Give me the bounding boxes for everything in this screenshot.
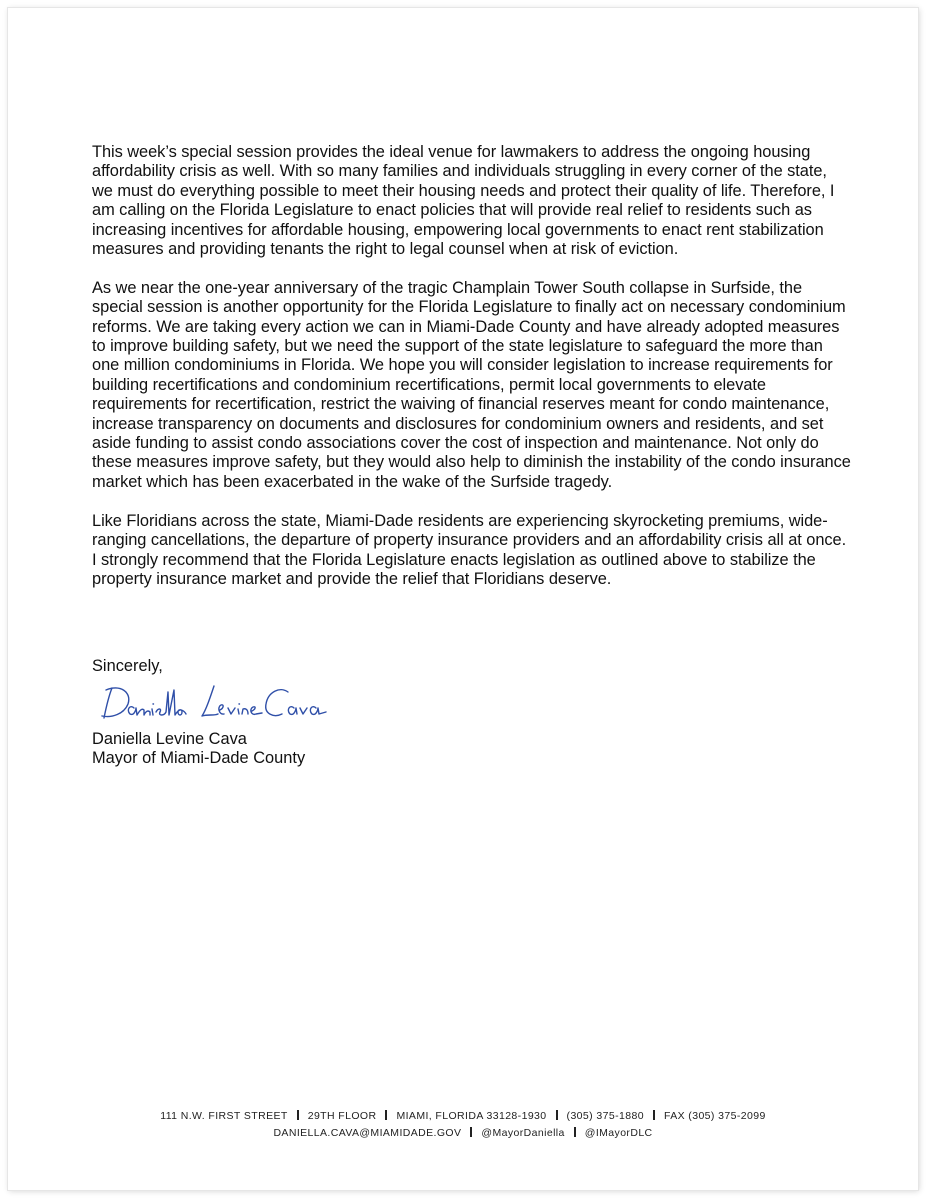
signer-title: Mayor of Miami-Dade County bbox=[92, 749, 306, 768]
paragraph-property-insurance: Like Floridians across the state, Miami-Dade residents are experiencing skyrocketing premiums, wide-ranging cancellations, the departure of property insurance providers and an affordability crisis all at once. I strongly recommend that the Florida Legislature enacts legislation as outlined above to stabilize the property insurance market and provide the relief that Floridians deserve. bbox=[92, 511, 847, 588]
footer-twitter-personal: @MayorDaniella bbox=[481, 1127, 565, 1139]
footer-city: MIAMI, FLORIDA 33128-1930 bbox=[396, 1110, 547, 1122]
signature-block bbox=[92, 730, 305, 769]
footer-contact-line bbox=[8, 1110, 918, 1122]
paragraph-condominium-reforms: As we near the one-year anniversary of the tragic Champlain Tower South collapse in Surfside, the special session is another opportunity for the Florida Legislature to finally act on necessary condominium reforms. We are taking every action we can in Miami-Dade County and have already adopted measures to improve building safety, but we need the support of the state legislature to safeguard the more than one million condominiums in Florida. We hope you will consider legislation to increase requirements for building recertifications and condominium recertifications, permit local governments to elevate requirements for recertification, restrict the waiving of financial reserves meant for condo maintenance, increase transparency on documents and disclosures for condominium owners and residents, and set aside funding to assist condo associations cover the cost of inspection and maintenance. Not only do these measures improve safety, but they would also help to diminish the instability of the condo insurance market which has been exacerbated in the wake of the Surfside tragedy. bbox=[92, 278, 851, 491]
footer-fax: FAX (305) 375-2099 bbox=[663, 1110, 766, 1122]
paragraph-housing-affordability: This week’s special session provides the ideal venue for lawmakers to address the ongoing housing affordability crisis as well. With so many families and individuals struggling in every corner of the state, we must do everything possible to meet their housing needs and protect their quality of life. Therefore, I am calling on the Florida Legislature to enact policies that will provide real relief to residents such as increasing incentives for affordable housing, empowering local governments to enact rent stabilization measures and providing tenants the right to legal counsel when at risk of eviction. bbox=[92, 143, 835, 259]
footer-divider bbox=[470, 1127, 472, 1137]
footer-divider bbox=[574, 1127, 576, 1137]
footer-divider bbox=[556, 1110, 558, 1120]
handwritten-signature bbox=[98, 678, 328, 726]
footer-phone: (305) 375-1880 bbox=[566, 1110, 644, 1122]
footer-address: 111 N.W. FIRST STREET bbox=[160, 1110, 288, 1122]
letter-page bbox=[8, 8, 918, 1190]
footer-email: DANIELLA.CAVA@MIAMIDADE.GOV bbox=[273, 1127, 462, 1139]
footer-divider bbox=[385, 1110, 387, 1120]
signer-name: Daniella Levine Cava bbox=[92, 730, 247, 748]
footer-twitter-official: @IMayorDLC bbox=[584, 1127, 653, 1139]
footer-floor: 29TH FLOOR bbox=[307, 1110, 377, 1122]
footer-divider bbox=[653, 1110, 655, 1120]
footer-online-line bbox=[8, 1127, 918, 1139]
letter-body bbox=[92, 143, 852, 609]
footer-divider bbox=[297, 1110, 299, 1120]
closing: Sincerely, bbox=[92, 657, 163, 675]
